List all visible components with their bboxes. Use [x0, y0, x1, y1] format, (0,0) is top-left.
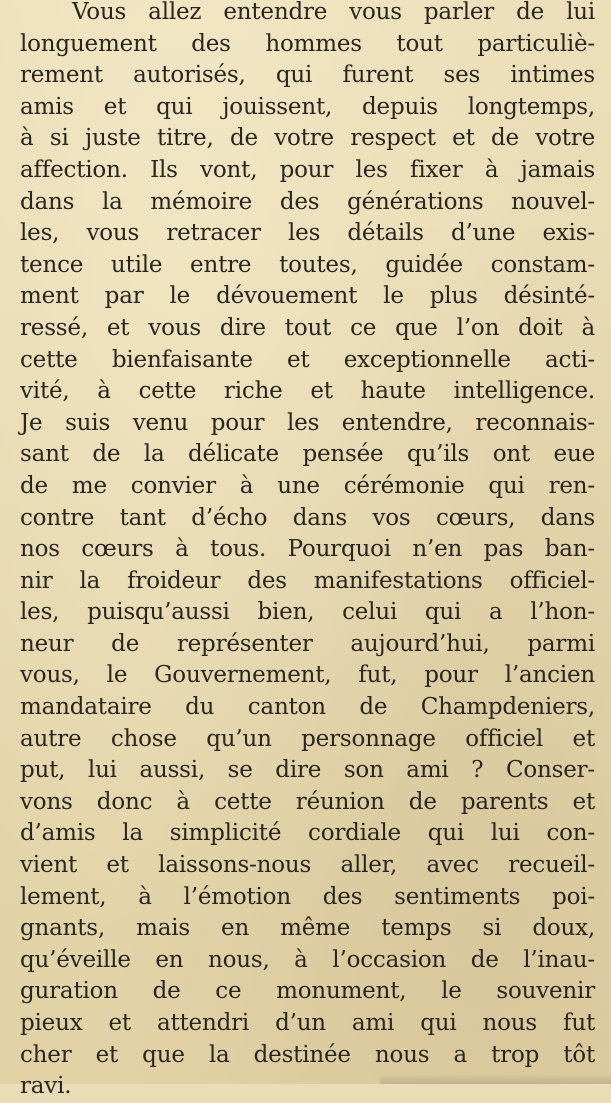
text-line: les, vous retracer les détails d’une exis-: [20, 220, 595, 247]
text-line: ment par le dévouement le plus désinté-: [20, 283, 595, 310]
text-line: affection. Ils vont, pour les fixer à jamais: [20, 156, 595, 183]
text-line: Je suis venu pour les entendre, reconnais-: [20, 409, 595, 436]
text-line: sant de la délicate pensée qu’ils ont eue: [20, 441, 595, 468]
text-line: qu’éveille en nous, à l’occasion de l’inau-: [20, 946, 595, 973]
text-line: Vous allez entendre vous parler de lui: [72, 0, 595, 25]
text-line: neur de représenter aujourd’hui, parmi: [20, 630, 595, 657]
text-line: vons donc à cette réunion de parents et: [20, 788, 595, 815]
text-line: d’amis la simplicité cordiale qui lui con-: [20, 820, 595, 847]
text-line: nos cœurs à tous. Pourquoi n’en pas ban-: [20, 536, 595, 563]
text-line: gnants, mais en même temps si doux,: [20, 915, 595, 942]
text-line: à si juste titre, de votre respect et de votre: [20, 125, 595, 152]
text-line: guration de ce monument, le souvenir: [20, 978, 595, 1005]
text-line: dans la mémoire des générations nouvel-: [20, 188, 595, 215]
text-line: ressé, et vous dire tout ce que l’on doit à: [20, 314, 595, 341]
text-line: cette bienfaisante et exceptionnelle acti-: [20, 346, 595, 373]
text-line: cher et que la destinée nous a trop tôt: [20, 1041, 595, 1068]
text-line: pieux et attendri d’un ami qui nous fut: [20, 1010, 595, 1036]
text-line: mandataire du canton de Champdeniers,: [20, 694, 595, 721]
text-line: les, puisqu’aussi bien, celui qui a l’hon-: [20, 599, 595, 626]
text-line: ravi.: [20, 1073, 72, 1100]
text-line: vité, à cette riche et haute intelligence.: [20, 378, 595, 405]
text-line: contre tant d’écho dans vos cœurs, dans: [20, 504, 595, 531]
text-line: vient et laissons-nous aller, avec recueil-: [20, 852, 595, 879]
text-line: amis et qui jouissent, depuis longtemps,: [20, 93, 595, 120]
text-line: vous, le Gouvernement, fut, pour l’ancien: [20, 662, 595, 689]
next-column-bleed: [380, 1074, 611, 1084]
text-line: de me convier à une cérémonie qui ren-: [20, 472, 595, 499]
article-column: [20, 0, 595, 1103]
text-line: put, lui aussi, se dire son ami ? Conser-: [20, 757, 595, 784]
text-line: tence utile entre toutes, guidée constam-: [20, 251, 595, 278]
text-line: rement autorisés, qui furent ses intimes: [20, 62, 595, 89]
text-line: longuement des hommes tout particuliè-: [20, 30, 595, 57]
text-line: autre chose qu’un personnage officiel et: [20, 725, 595, 752]
text-line: nir la froideur des manifestations officiel-: [20, 567, 595, 594]
text-line: lement, à l’émotion des sentiments poi-: [20, 883, 595, 910]
